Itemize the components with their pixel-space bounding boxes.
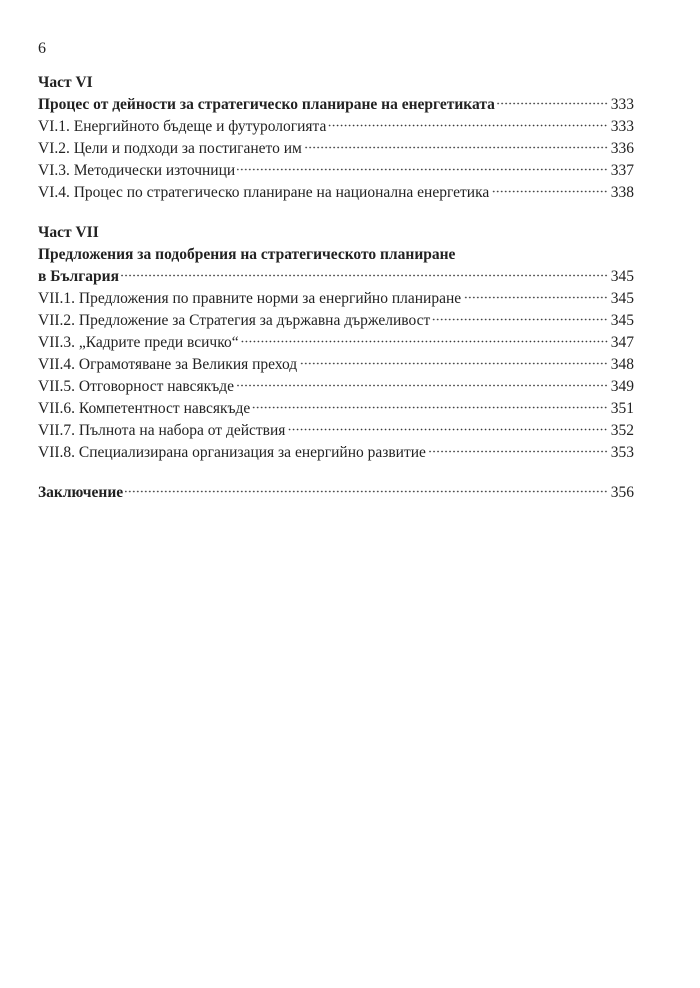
dot-leader [236, 384, 608, 387]
toc-entry-page: 347 [610, 334, 634, 351]
toc-entry-label: VI.2. Цели и подходи за постигането им [38, 140, 302, 157]
page-number: 6 [38, 40, 46, 57]
part-6-section [38, 72, 634, 204]
dot-leader [237, 168, 608, 171]
toc-entry-label: VI.1. Енергийното бъдеще и футурологията [38, 118, 327, 135]
part-7-title: Част VII [38, 224, 99, 241]
part-7-heading-entry [38, 266, 634, 288]
toc-entry-label: VII.1. Предложения по правните норми за енергийно планиране [38, 290, 462, 307]
dot-leader [252, 406, 608, 409]
part-6-title: Част VI [38, 74, 93, 91]
toc-entry [38, 160, 634, 182]
dot-leader [491, 190, 608, 193]
toc-entry-page: 345 [610, 290, 634, 307]
toc-entry-label: Заключение [38, 484, 124, 501]
toc-entry-label: VII.8. Специализирана организация за енергийно развитие [38, 444, 426, 461]
part-7-heading-line1 [38, 244, 634, 266]
dot-leader [241, 340, 608, 343]
toc-entry [38, 398, 634, 420]
toc-entry-label: VII.2. Предложение за Стратегия за държавна държеливост [38, 312, 431, 329]
toc-entry [38, 138, 634, 160]
toc-entry-label: Предложения за подобрения на стратегическото планиране [38, 246, 456, 263]
toc-entry-label: VII.4. Ограмотяване за Великия преход [38, 356, 298, 373]
toc-entry-page: 345 [610, 312, 634, 329]
toc-entry-page: 333 [610, 96, 634, 113]
toc-entry-label: VII.7. Пълнота на набора от действия [38, 422, 286, 439]
toc-entry [38, 442, 634, 464]
toc-entry-label: в България [38, 268, 119, 285]
dot-leader [432, 318, 608, 321]
dot-leader [497, 102, 608, 105]
toc-entry [38, 354, 634, 376]
toc-entry-page: 353 [610, 444, 634, 461]
table-of-contents [38, 72, 634, 522]
toc-entry [38, 332, 634, 354]
toc-entry-page: 356 [610, 484, 634, 501]
toc-entry [38, 420, 634, 442]
toc-entry-label: Процес от дейности за стратегическо планиране на енергетиката [38, 96, 495, 113]
toc-entry-label: VII.5. Отговорност навсякъде [38, 378, 234, 395]
toc-entry-page: 337 [610, 162, 634, 179]
toc-entry [38, 376, 634, 398]
toc-entry-page: 336 [610, 140, 634, 157]
toc-entry-page: 333 [610, 118, 634, 135]
part-7-section [38, 222, 634, 464]
dot-leader [304, 146, 608, 149]
conclusion-section [38, 482, 634, 504]
toc-entry [38, 310, 634, 332]
toc-entry-label: VII.6. Компетентност навсякъде [38, 400, 251, 417]
toc-entry-label: VII.3. „Кадрите преди всичко“ [38, 334, 239, 351]
dot-leader [287, 428, 608, 431]
dot-leader [299, 362, 608, 365]
toc-entry-label: VI.4. Процес по стратегическо планиране на национална енергетика [38, 184, 490, 201]
toc-entry-page: 349 [610, 378, 634, 395]
toc-entry-page: 348 [610, 356, 634, 373]
toc-entry-page: 338 [610, 184, 634, 201]
dot-leader [121, 274, 608, 277]
toc-entry [38, 182, 634, 204]
toc-entry-page: 351 [610, 400, 634, 417]
toc-entry [38, 288, 634, 310]
dot-leader [328, 124, 608, 127]
dot-leader [125, 490, 608, 493]
toc-entry-label: VI.3. Методически източници [38, 162, 236, 179]
toc-entry-page: 345 [610, 268, 634, 285]
dot-leader [463, 296, 608, 299]
toc-entry-page: 352 [610, 422, 634, 439]
part-6-heading-entry [38, 94, 634, 116]
toc-entry [38, 116, 634, 138]
dot-leader [428, 450, 608, 453]
conclusion-entry [38, 482, 634, 504]
